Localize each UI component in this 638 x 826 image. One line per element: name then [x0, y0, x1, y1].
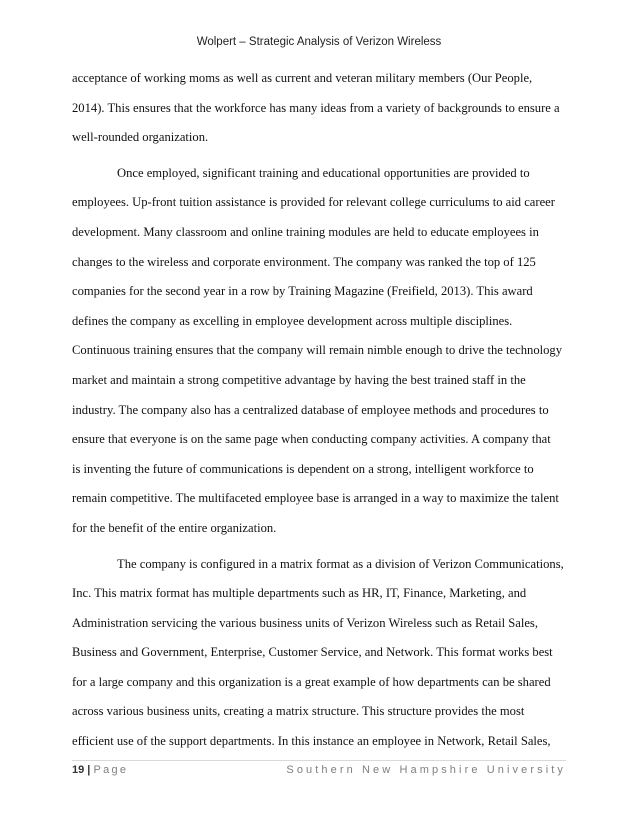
page-number: 19	[72, 764, 85, 776]
document-body	[72, 64, 592, 757]
footer-divider	[72, 760, 566, 761]
text-line: companies for the second year in a row by Training Magazine (Freifield, 2013). This award	[72, 284, 533, 299]
header-title: Wolpert – Strategic Analysis of Verizon Wireless	[196, 36, 442, 48]
text-line: Continuous training ensures that the company will remain nimble enough to drive the technology	[72, 343, 563, 358]
paragraph	[72, 64, 592, 153]
page-label: Page	[93, 764, 129, 776]
text-line: across various business units, creating a matrix structure. This structure provides the most	[72, 704, 525, 719]
text-line: employees. Up-front tuition assistance is provided for relevant college curriculums to aid career	[72, 195, 555, 210]
text-line: development. Many classroom and online training modules are held to educate employees in	[72, 224, 539, 239]
text-line: changes to the wireless and corporate environment. The company was ranked the top of 125	[72, 254, 536, 269]
text-line: Once employed, significant training and educational opportunities are provided to	[117, 165, 530, 180]
text-line: defines the company as excelling in employee development across multiple disciplines.	[72, 313, 513, 328]
page-footer	[72, 764, 566, 780]
page-number-block	[72, 764, 128, 776]
university-name: Southern New Hampshire University	[286, 764, 566, 776]
page-header	[0, 36, 638, 48]
text-line: Administration servicing the various business units of Verizon Wireless such as Retail Sales,	[72, 615, 538, 630]
text-line: for a large company and this organization is a great example of how departments can be shared	[72, 674, 551, 689]
text-line: market and maintain a strong competitive advantage by having the best trained staff in the	[72, 372, 526, 387]
text-line: ensure that everyone is on the same page when conducting company activities. A company that	[72, 432, 551, 447]
text-line: 2014). This ensures that the workforce has many ideas from a variety of backgrounds to ensure a	[72, 100, 560, 115]
text-line: remain competitive. The multifaceted employee base is arranged in a way to maximize the talent	[72, 491, 559, 506]
text-line: is inventing the future of communications is dependent on a strong, intelligent workforce to	[72, 461, 534, 476]
paragraph	[72, 159, 592, 544]
text-line: The company is configured in a matrix format as a division of Verizon Communications,	[117, 556, 564, 571]
page-number-separator: |	[84, 764, 94, 776]
text-line: for the benefit of the entire organization.	[72, 520, 277, 535]
text-line: acceptance of working moms as well as current and veteran military members (Our People,	[72, 71, 533, 85]
text-line: well-rounded organization.	[72, 130, 209, 145]
paragraph	[72, 550, 592, 757]
text-line: industry. The company also has a centralized database of employee methods and procedures to	[72, 402, 549, 417]
text-line: efficient use of the support departments. In this instance an employee in Network, Retail Sales,	[72, 734, 551, 749]
text-line: Inc. This matrix format has multiple departments such as HR, IT, Finance, Marketing, and	[72, 586, 527, 601]
text-line: Business and Government, Enterprise, Customer Service, and Network. This format works best	[72, 645, 553, 660]
